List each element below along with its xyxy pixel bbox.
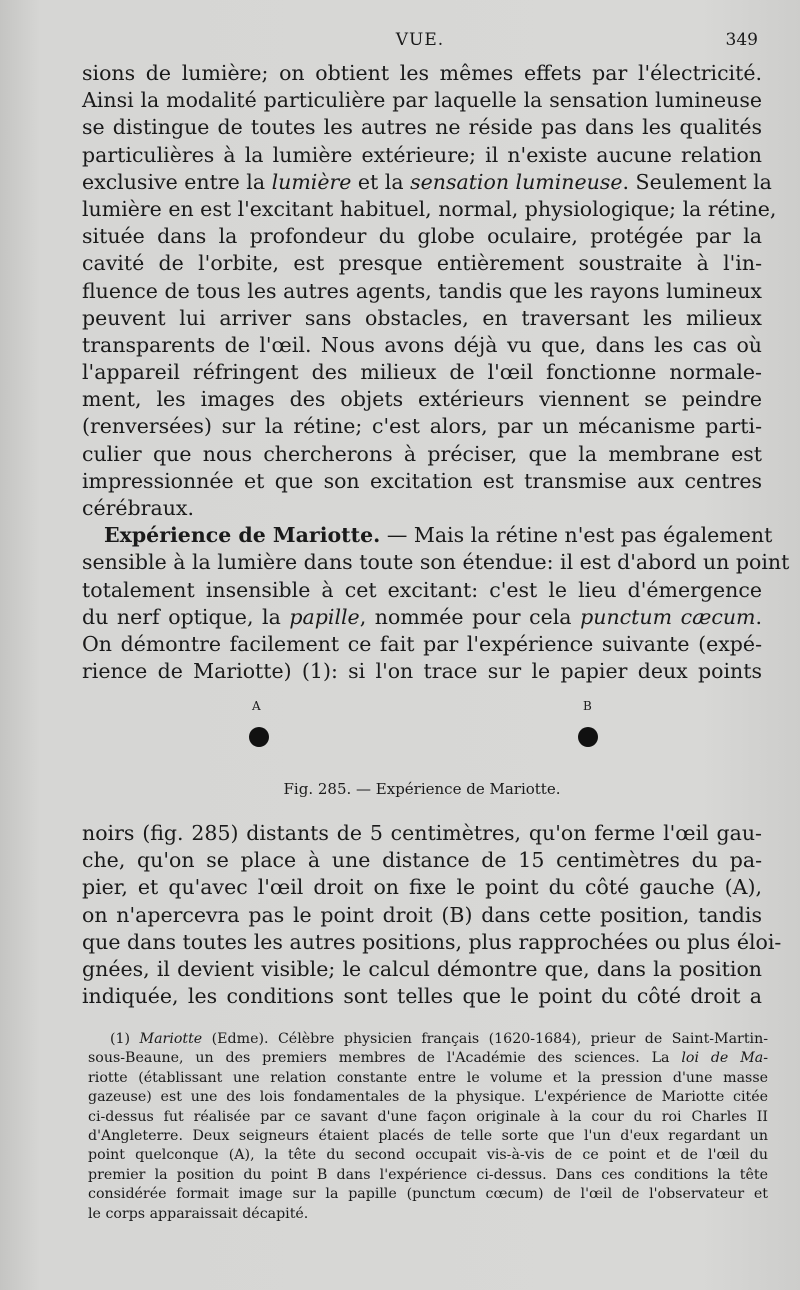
text-line: située dans la profondeur du globe oculaire, protégée par la [82, 224, 762, 249]
text-line: impressionnée et que son excitation est transmise aux centres [82, 468, 762, 493]
text-line: particulières à la lumière extérieure; il n'existe aucune relation [82, 142, 762, 167]
body-text-bottom [82, 820, 782, 1010]
footnote-line: point quelconque (A), la tête du second occupait vis-à-vis de ce point et de l'œil du [88, 1147, 768, 1164]
footnote-line [88, 1049, 768, 1068]
italic-term: Mariotte [139, 1031, 203, 1047]
text-line: On démontre facilement ce fait par l'expérience suivante (expé- [82, 631, 762, 656]
running-header [82, 30, 758, 56]
italic-term: lumière [271, 169, 352, 194]
text-line: ment, les images des objets extérieurs viennent se peindre [82, 387, 762, 412]
running-title: VUE. [395, 30, 445, 50]
point-b-label: B [583, 699, 592, 713]
footnote-line: d'Angleterre. Deux seigneurs étaient placés de telle sorte que l'un d'eux regardant un [88, 1127, 768, 1144]
figure-caption: Fig. 285. — Expérience de Mariotte. [283, 780, 561, 798]
text-line: sensible à la lumière dans toute son étendue: il est d'abord un point [82, 550, 790, 575]
footnote-line: riotte (établissant une relation constante entre le volume et la pression d'une masse [88, 1069, 768, 1086]
italic-term: sensation lumineuse [410, 169, 623, 194]
text-line: fluence de tous les autres agents, tandis que les rayons lumineux [82, 278, 762, 303]
text-run: du nerf optique, la [82, 604, 290, 629]
text-line: noirs (fig. 285) distants de 5 centimètres, qu'on ferme l'œil gau- [82, 821, 762, 845]
text-line: cavité de l'orbite, est presque entièrement soustraite à l'in- [82, 251, 762, 276]
text-line: Ainsi la modalité particulière par laquelle la sensation lumineuse [82, 88, 762, 113]
text-line: on n'apercevra pas le point droit (B) dans cette position, tandis [82, 902, 762, 927]
text-run: — Mais la rétine n'est pas également [380, 523, 773, 548]
section-heading-line [82, 522, 773, 549]
text-line: pier, et qu'avec l'œil droit on fixe le point du côté gauche (A), [82, 875, 762, 900]
figure-285 [82, 693, 762, 813]
text-run: , nommée pour cela [359, 604, 581, 629]
text-line [82, 604, 762, 631]
text-line: (renversées) sur la rétine; c'est alors, par un mécanisme parti- [82, 414, 762, 439]
text-line: transparents de l'œil. Nous avons déjà vu que, dans les cas où [82, 332, 762, 357]
footnote-line [88, 1030, 768, 1049]
text-line: l'appareil réfringent des milieux de l'œil fonctionne normale- [82, 360, 762, 385]
footnote-line: considérée formait image sur la papille (punctum cœcum) de l'œil de l'observateur et [88, 1186, 768, 1203]
footnote-line: ci-dessus fut réalisée par ce savant d'une façon originale à la cour du roi Charles II [88, 1108, 768, 1125]
text-run: . Seulement la [622, 169, 772, 194]
text-line: que dans toutes les autres positions, plus rapprochées ou plus éloi- [82, 929, 782, 954]
point-a-dot [249, 727, 269, 747]
footnote [88, 1030, 768, 1224]
text-line: sions de lumière; on obtient les mêmes effets par l'électricité. [82, 61, 762, 85]
text-line: lumière en est l'excitant habituel, normal, physiologique; la rétine, [82, 196, 777, 221]
italic-term: loi de Ma- [681, 1050, 768, 1067]
text-line: cérébraux. [82, 496, 194, 520]
text-run: (Edme). Célèbre physicien français (1620-1684), prieur de Saint-Martin- [202, 1031, 768, 1047]
text-run: et la [351, 169, 411, 194]
text-run: exclusive entre la [82, 169, 272, 194]
body-text-top [82, 60, 790, 685]
section-heading: Expérience de Mariotte. [104, 523, 381, 548]
text-line: indiquée, les conditions sont telles que le point du côté droit a [82, 984, 762, 1009]
text-line: rience de Mariotte) (1): si l'on trace sur le papier deux points [82, 659, 762, 684]
text-line: se distingue de toutes les autres ne réside pas dans les qualités [82, 115, 762, 140]
italic-term: papille [289, 604, 360, 629]
page-number: 349 [725, 30, 758, 50]
text-line: peuvent lui arriver sans obstacles, en traversant les milieux [82, 305, 762, 330]
point-a-label: A [252, 699, 261, 713]
text-line: culier que nous chercherons à préciser, que la membrane est [82, 441, 762, 466]
footnote-line: premier la position du point B dans l'expérience ci-dessus. Dans ces conditions la tête [88, 1166, 768, 1183]
footnote-marker: (1) [110, 1031, 140, 1047]
text-line: totalement insensible à cet excitant: c'est le lieu d'émergence [82, 577, 762, 602]
footnote-line: gazeuse) est une des lois fondamentales de la physique. L'expérience de Mariotte citée [88, 1089, 768, 1106]
text-run: . [755, 604, 763, 629]
italic-term: punctum cæcum [580, 604, 756, 629]
text-line: gnées, il devient visible; le calcul démontre que, dans la position [82, 956, 762, 981]
text-run: sous-Beaune, un des premiers membres de l'Académie des sciences. La [88, 1050, 682, 1067]
text-line [82, 169, 772, 196]
text-line: che, qu'on se place à une distance de 15 centimètres du pa- [82, 848, 762, 873]
point-b-dot [578, 727, 598, 747]
footnote-line: le corps apparaissait décapité. [88, 1205, 309, 1222]
